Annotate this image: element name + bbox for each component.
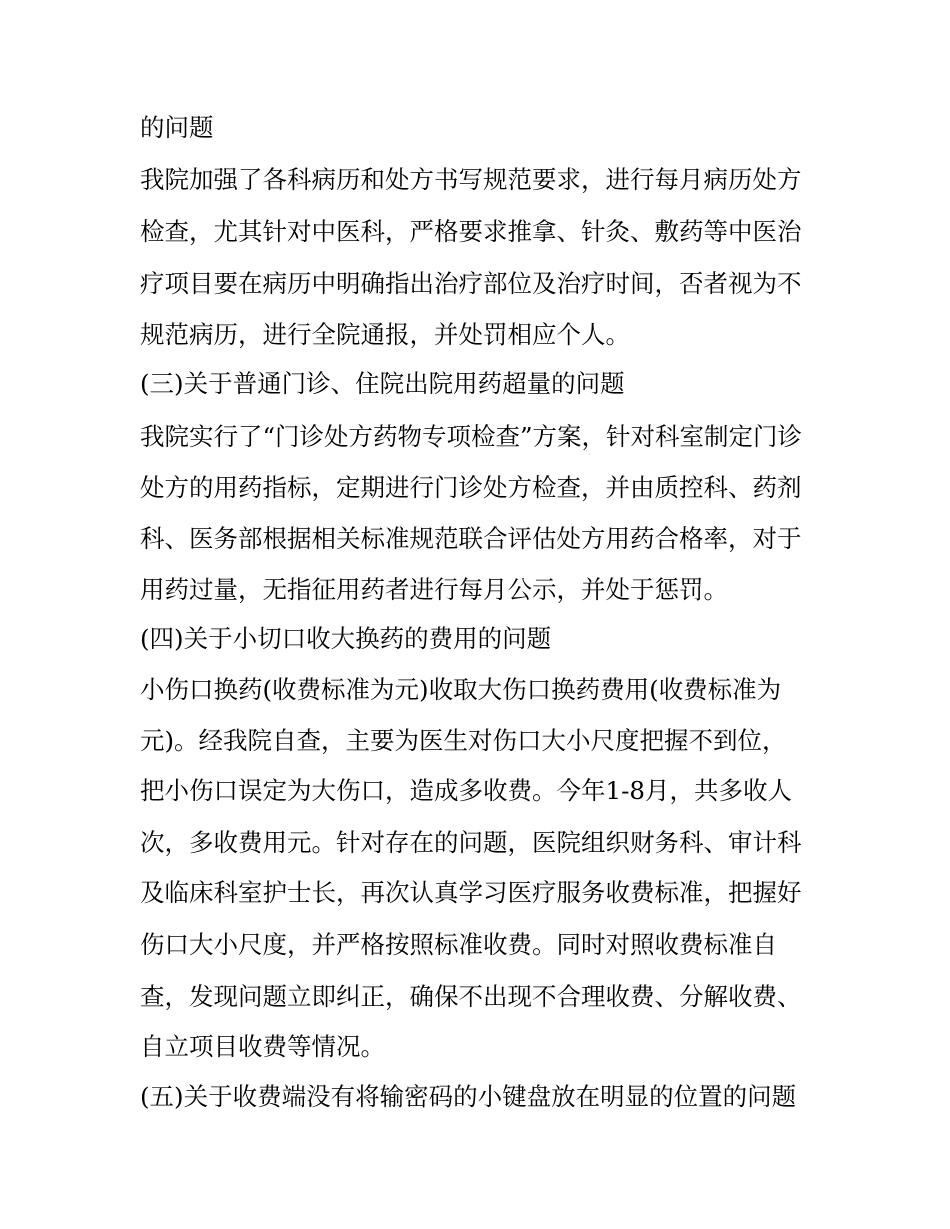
text-line: 元)。经我院自查，主要为医生对伤口大小尺度把握不到位， bbox=[140, 726, 787, 755]
text-line: 查，发现问题立即纠正，确保不出现不合理收费、分解收费、 bbox=[140, 982, 802, 1011]
section-heading: (四)关于小切口收大换药的费用的问题 bbox=[140, 624, 552, 653]
text-line: 的问题 bbox=[140, 113, 214, 142]
text-line: 规范病历，进行全院通报，并处罚相应个人。 bbox=[140, 320, 630, 349]
text-line: 检查，尤其针对中医科，严格要求推拿、针灸、敷药等中医治 bbox=[140, 217, 802, 246]
text-line: 自立项目收费等情况。 bbox=[140, 1032, 385, 1061]
text-line: 科、医务部根据相关标准规范联合评估处方用药合格率，对于 bbox=[140, 524, 802, 553]
text-line: 小伤口换药(收费标准为元)收取大伤口换药费用(收费标准为 bbox=[140, 675, 782, 704]
text-line: 伤口大小尺度，并严格按照标准收费。同时对照收费标准自 bbox=[140, 930, 777, 959]
section-heading: (五)关于收费端没有将输密码的小键盘放在明显的位置的问题 bbox=[140, 1082, 797, 1111]
text-line: 我院实行了“门诊处方药物专项检查”方案，针对科室制定门诊 bbox=[140, 422, 803, 451]
text-line: 处方的用药指标，定期进行门诊处方检查，并由质控科、药剂 bbox=[140, 473, 802, 502]
section-heading: (三)关于普通门诊、住院出院用药超量的问题 bbox=[140, 369, 625, 398]
text-line: 及临床科室护士长，再次认真学习医疗服务收费标准，把握好 bbox=[140, 878, 802, 907]
text-line: 用药过量，无指征用药者进行每月公示，并处于惩罚。 bbox=[140, 575, 728, 604]
text-line: 我院加强了各科病历和处方书写规范要求，进行每月病历处方 bbox=[140, 165, 802, 194]
text-line: 次，多收费用元。针对存在的问题，医院组织财务科、审计科 bbox=[140, 828, 802, 857]
text-line: 疗项目要在病历中明确指出治疗部位及治疗时间，否者视为不 bbox=[140, 269, 802, 298]
text-line: 把小伤口误定为大伤口，造成多收费。今年1-8月，共多收人 bbox=[140, 776, 792, 805]
